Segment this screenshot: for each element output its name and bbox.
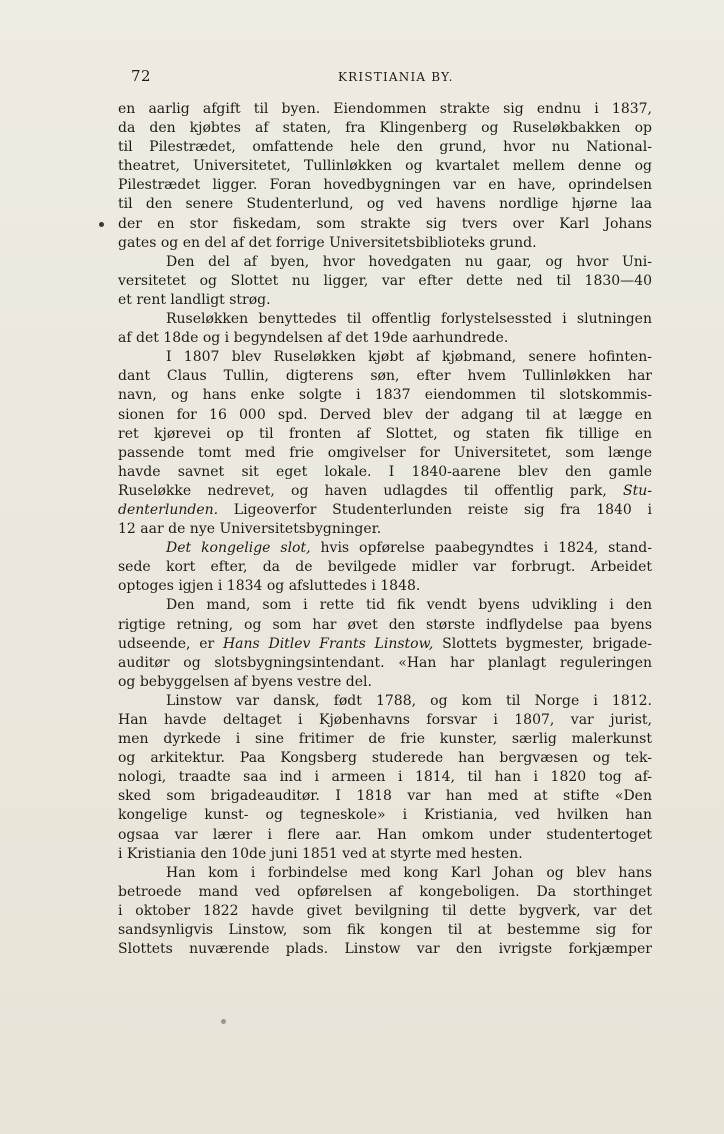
text-line: da den kjøbtes af staten, fra Klingenberg og Ruseløkbakken op xyxy=(118,120,652,137)
page-number: 72 xyxy=(131,67,152,85)
text-line: auditør og slotsbygningsintendant. «Han har planlagt reguleringen xyxy=(118,654,652,671)
text-line: gates og en del af det forrige Universitetsbiblioteks grund. xyxy=(118,234,537,251)
text-line: dant Claus Tullin, digterens søn, efter hvem Tullinløkken har xyxy=(118,368,652,385)
text-line-mixed xyxy=(118,482,652,501)
text-line: men dyrkede i sine fritimer de frie kunster, særlig malerkunst xyxy=(118,731,652,748)
text-line: passende tomt med frie omgivelser for Universitetet, som længe xyxy=(118,444,652,461)
text-line: 12 aar de nye Universitetsbygninger. xyxy=(118,521,382,538)
italic-term: Stu- xyxy=(623,482,652,499)
text-line: i Kristiania den 10de juni 1851 ved at styrte med hesten. xyxy=(118,845,523,862)
text-line: et rent landligt strøg. xyxy=(118,291,271,308)
text-line: og arkitektur. Paa Kongsberg studerede han bergvæsen og tek- xyxy=(118,750,652,767)
paper-speck xyxy=(221,1019,226,1024)
text-line: Han havde deltaget i Kjøbenhavns forsvar i 1807, var jurist, xyxy=(118,712,652,728)
margin-mark xyxy=(99,222,104,227)
text-line: i oktober 1822 havde givet bevilgning til dette bygverk, var det xyxy=(118,902,652,919)
text-line: en aarlig afgift til byen. Eiendommen strakte sig endnu i 1837, xyxy=(118,101,652,117)
text-segment: Ruseløkke nedrevet, og haven udlagdes til offentlig park, xyxy=(118,482,607,499)
text-line: rigtige retning, og som har øvet den største indflydelse paa byens xyxy=(118,616,652,633)
text-line: Den mand, som i rette tid fik vendt byens udvikling i den xyxy=(166,597,652,614)
text-line: versitetet og Slottet nu ligger, var efter dette ned til 1830—40 xyxy=(118,272,652,289)
text-line: sede kort efter, da de bevilgede midler var forbrugt. Arbeidet xyxy=(118,559,652,576)
italic-term: Det kongelige slot, xyxy=(166,540,311,557)
text-line: sked som brigadeauditør. I 1818 var han med at stifte «Den xyxy=(118,788,652,805)
text-segment: udseende, er xyxy=(118,635,215,652)
text-line-mixed xyxy=(118,501,652,520)
text-line: til den senere Studenterlund, og ved havens nordlige hjørne laa xyxy=(118,196,652,213)
text-line: Pilestrædet ligger. Foran hovedbygningen var en have, oprindelsen xyxy=(118,177,652,194)
text-line: Slottets nuværende plads. Linstow var den ivrigste forkjæmper xyxy=(118,941,652,958)
text-line: havde savnet sit eget lokale. I 1840-aarene blev den gamle xyxy=(118,463,652,480)
text-line: ret kjørevei op til fronten af Slottet, og staten fik tillige en xyxy=(118,425,652,442)
text-segment: hvis opførelse paabegyndtes i 1824, stand- xyxy=(320,540,652,557)
text-line: betroede mand ved opførelsen af kongeboligen. Da storthinget xyxy=(118,883,652,900)
text-line: Han kom i forbindelse med kong Karl Johan og blev hans xyxy=(166,864,652,881)
italic-name: Hans Ditlev Frants Linstow, xyxy=(222,635,434,652)
text-line: Den del af byen, hvor hovedgaten nu gaar, og hvor Uni- xyxy=(166,253,652,270)
text-line: kongelige kunst- og tegneskole» i Kristiania, ved hvilken han xyxy=(118,807,652,824)
body-text xyxy=(118,100,652,959)
italic-term: denterlunden. xyxy=(118,501,219,518)
text-line: der en stor fiskedam, som strakte sig tvers over Karl Johans xyxy=(118,215,652,232)
text-line: navn, og hans enke solgte i 1837 eiendommen til slotskommis- xyxy=(118,387,652,404)
text-line: sandsynligvis Linstow, som fik kongen til at bestemme sig for xyxy=(118,922,652,939)
text-line: optoges igjen i 1834 og afsluttedes i 1848. xyxy=(118,578,421,595)
text-line: og bebyggelsen af byens vestre del. xyxy=(118,673,372,690)
text-line: I 1807 blev Ruseløkken kjøbt af kjøbmand, senere hofinten- xyxy=(166,349,652,366)
text-line: sionen for 16 000 spd. Derved blev der adgang til at lægge en xyxy=(118,406,652,423)
text-line-mixed xyxy=(118,635,652,654)
running-head: KRISTIANIA BY. xyxy=(338,70,454,84)
text-line: nologi, traadte saa ind i armeen i 1814, til han i 1820 tog af- xyxy=(118,769,652,786)
text-line: theatret, Universitetet, Tullinløkken og kvartalet mellem denne og xyxy=(118,158,652,175)
text-line-mixed xyxy=(118,539,652,558)
text-line: Ruseløkken benyttedes til offentlig forlystelsessted i slutningen xyxy=(166,311,652,328)
text-segment: Slottets bygmester, brigade- xyxy=(442,635,652,652)
text-line: til Pilestrædet, omfattende hele den grund, hvor nu National- xyxy=(118,139,652,156)
text-line: af det 18de og i begyndelsen af det 19de aarhundrede. xyxy=(118,330,509,347)
text-line: ogsaa var lærer i flere aar. Han omkom under studentertoget xyxy=(118,826,652,843)
text-line: Linstow var dansk, født 1788, og kom til Norge i 1812. xyxy=(166,692,652,709)
text-segment: Ligeoverfor Studenterlunden reiste sig fra 1840 i xyxy=(233,501,652,518)
